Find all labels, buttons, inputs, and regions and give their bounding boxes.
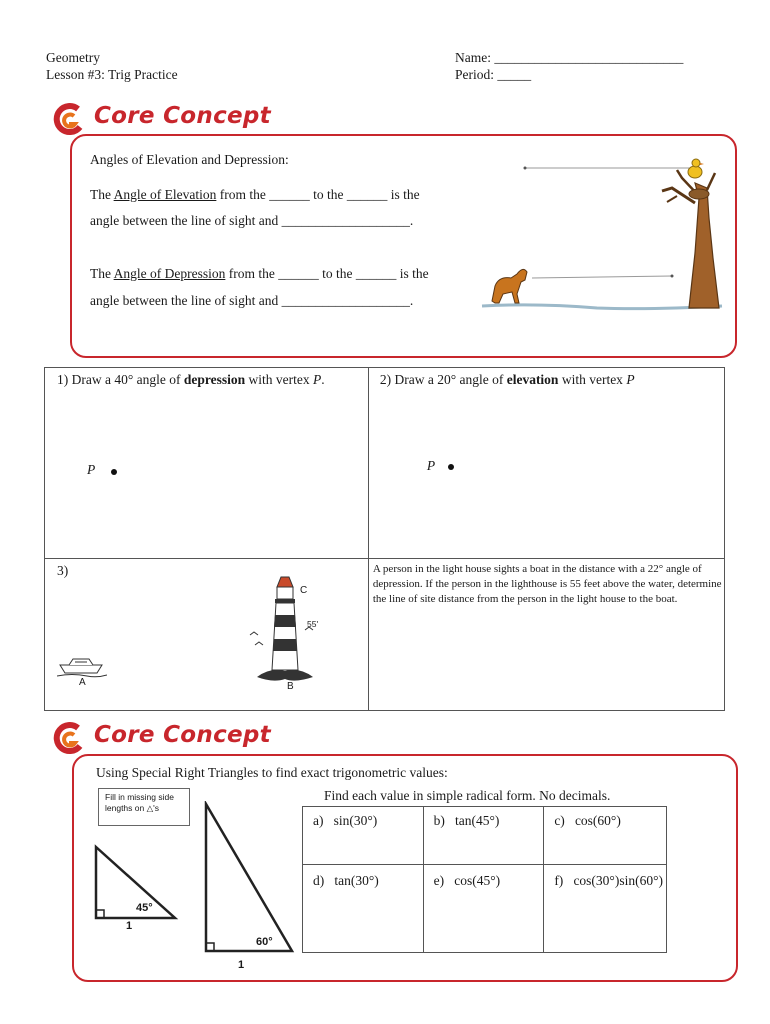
lighthouse-icon — [245, 575, 325, 690]
triangle-60-diagram — [200, 801, 300, 961]
core-concept-logo-icon — [52, 103, 88, 137]
depression-definition-line1: The Angle of Depression from the ______ to the ______ is the — [90, 266, 429, 281]
tree-bird-dog-illustration — [477, 158, 727, 323]
trig-cell-f[interactable]: f) cos(30°)sin(60°) — [544, 865, 667, 953]
radical-form-instructions: Find each value in simple radical form. No decimals. — [324, 788, 611, 803]
fill-in-note-box — [98, 788, 190, 826]
problem-1-cell — [45, 368, 369, 559]
trig-cell-a[interactable]: a) sin(30°) — [303, 807, 424, 865]
lesson-label: Lesson #3: Trig Practice — [46, 67, 178, 82]
problem-2-prompt: 2) Draw a 20° angle of elevation with vertex P — [379, 372, 635, 387]
elevation-definition-line1: The Angle of Elevation from the ______ to the ______ is the — [90, 187, 420, 202]
point-a-label: A — [79, 677, 86, 688]
vertex-p-point[interactable] — [448, 464, 454, 470]
trig-cell-c[interactable]: c) cos(60°) — [544, 807, 667, 865]
elevation-term: Angle of Elevation — [113, 187, 217, 202]
special-triangles-heading: Using Special Right Triangles to find exact trigonometric values: — [96, 765, 448, 780]
elevation-definition-line2: angle between the line of sight and ___________________. — [90, 213, 414, 228]
problem-3-label: 3) — [57, 563, 69, 578]
problem-2-cell — [368, 368, 724, 559]
trig-cell-e[interactable]: e) cos(45°) — [423, 865, 544, 953]
vertex-p-label: P — [426, 458, 436, 473]
point-b-label: B — [287, 681, 294, 692]
name-field: Name: ____________________________ — [455, 50, 684, 65]
core-concept-box-1 — [70, 134, 737, 358]
problem-3-text-cell — [368, 559, 724, 711]
note-line-2: lengths on △'s — [105, 803, 159, 813]
depression-definition-line2: angle between the line of sight and ___________________. — [90, 293, 414, 308]
core-concept-box-2 — [72, 754, 738, 982]
trig-cell-d[interactable]: d) tan(30°) — [303, 865, 424, 953]
problem-3-cell — [45, 559, 369, 711]
course-label: Geometry — [46, 50, 100, 65]
triangle-60-side-label: 1 — [238, 959, 245, 971]
height-55-label: 55' — [307, 619, 319, 629]
problem-1-prompt: 1) Draw a 40° angle of depression with vertex P. — [57, 372, 325, 387]
trig-values-table — [302, 806, 667, 953]
core-concept-title: Core Concept — [94, 722, 271, 748]
triangle-60-angle-label: 60° — [256, 936, 273, 948]
triangle-45-side-label: 1 — [126, 920, 133, 932]
vertex-p-point[interactable] — [111, 469, 117, 475]
elevation-depression-heading: Angles of Elevation and Depression: — [90, 152, 289, 167]
triangle-45-angle-label: 45° — [136, 902, 153, 914]
core-concept-logo-icon — [52, 722, 88, 756]
point-c-label: C — [300, 585, 308, 596]
problems-table — [44, 367, 725, 711]
problem-3-text: A person in the light house sights a boat in the distance with a 22° angle of depression. If the person in the lighthouse is 55 feet above the water, determine the line of site distance from the person in the light house to the boat. — [372, 563, 722, 605]
note-line-1: Fill in missing side — [105, 792, 174, 802]
core-concept-title: Core Concept — [94, 103, 271, 129]
trig-cell-b[interactable]: b) tan(45°) — [423, 807, 544, 865]
period-field: Period: _____ — [455, 67, 532, 82]
vertex-p-label: P — [87, 462, 96, 477]
depression-term: Angle of Depression — [113, 266, 226, 281]
